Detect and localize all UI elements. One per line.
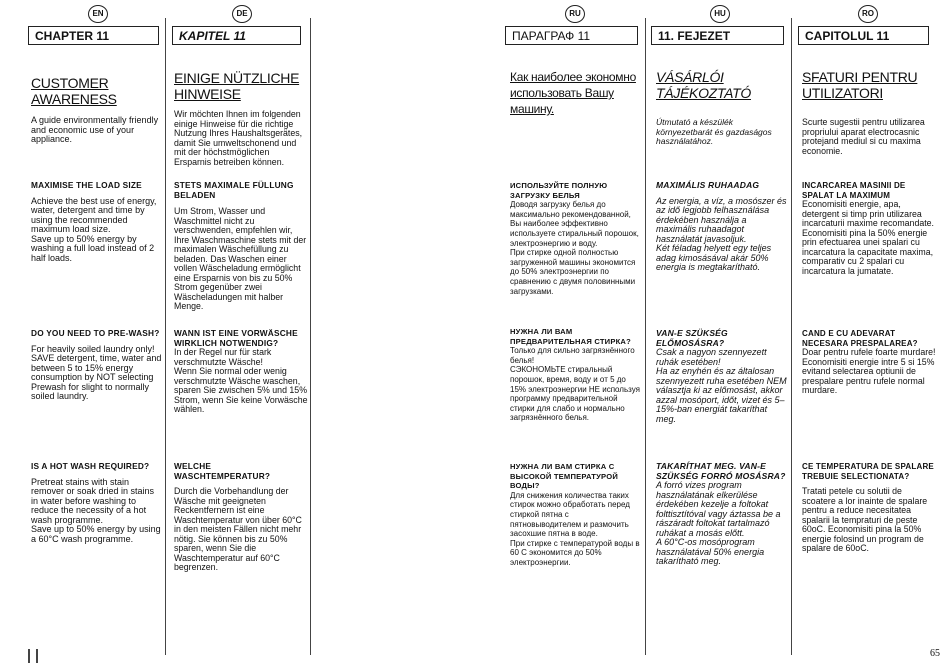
section-body: Только для сильно загрязнённого белья! СЭКОНОМЬТЕ стиральный порошок, время, воду и от 5 до 15% электроэнергии НЕ используя программу предварительной стирки для слабо и нормально загрязнённого белья. — [510, 346, 640, 423]
section-heading: WANN IST EINE VORWÄSCHE WIRKLICH NOTWENDIG? — [174, 328, 298, 348]
section-maximise-load — [31, 181, 163, 263]
section-body: Csak a nagyon szennyezett ruhák esetében! Ha az enyhén és az általosan szennyezett ruha esetében NEM választja ki az előmosást, akkor azzal mosóport, időt, vizet és 5–15%-ban energiát takaríthat meg. — [656, 347, 787, 424]
language-badge-ro: RO — [858, 5, 878, 23]
section-hot-wash — [510, 462, 642, 568]
column-divider — [791, 18, 792, 655]
section-heading: INCARCAREA MASINII DE SPALAT LA MAXIMUM — [802, 181, 906, 200]
section-title: VÁSÁRLÓI TÁJÉKOZTATÓ — [656, 69, 751, 101]
section-body: A forró vizes program használatának elkerülése érdekében kezelje a foltokat folttisztítóval vagy áztassa be a rászáradt foltokat tartalmazó ruhákat a mosás előtt. A 60°C-os mosóprogram használatával 50% energia takarítható meg. — [656, 480, 781, 566]
section-title: SFATURI PENTRU UTILIZATORI — [802, 69, 918, 101]
section-maximise-load — [174, 181, 308, 312]
section-body: Um Strom, Wasser und Waschmittel nicht zu verschwenden, empfehlen wir, Ihre Waschmaschine stets mit der maximalen Wäschefüllung zu beladen. Das Waschen einer vollen Wäscheladung ermöglicht eine Ersparnis von bis zu 50% Strom gegenüber zwei Wäscheladungen mit halber Menge. — [174, 206, 307, 311]
section-prewash — [656, 329, 788, 424]
section-body: Az energia, a víz, a mosószer és az idő legjobb felhasználása érdekében használja a maximális ruhaadagot használatát javasoljuk. Két féladag helyett egy teljes adag kimosásával akár 50% energia is megtakarítható. — [656, 195, 787, 272]
section-heading: STETS MAXIMALE FÜLLUNG BELADEN — [174, 180, 294, 200]
section-heading: CE TEMPERATURA DE SPALARE TREBUIE SELECTIONATA? — [802, 462, 934, 481]
section-heading: TAKARÍTHAT MEG. VAN-E SZÜKSÉG FORRÓ MOSÁSRA? — [656, 461, 786, 481]
language-badge-en: EN — [88, 5, 108, 23]
section-heading: MAXIMISE THE LOAD SIZE — [31, 180, 142, 190]
language-badge-de: DE — [232, 5, 252, 23]
section-body: Achieve the best use of energy, water, detergent and time by using the recommended maximum load size. Save up to 50% energy by washing a full load instead of 2 half loads. — [31, 195, 157, 263]
chapter-header: CAPITOLUL 11 — [798, 26, 929, 45]
margin-mark — [28, 649, 38, 663]
section-heading: VAN-E SZÜKSÉG ELŐMOSÁSRA? — [656, 328, 728, 348]
chapter-header: 11. FEJEZET — [651, 26, 784, 45]
section-body: Doar pentru rufele foarte murdare! Economisiti energie intre 5 si 15% evitand selectarea optiunii de prespalare pentru rufele normal murdare. — [802, 347, 936, 395]
section-heading: ИСПОЛЬЗУЙТЕ ПОЛНУЮ ЗАГРУЗКУ БЕЛЬЯ — [510, 181, 608, 200]
section-title: Как наиболее экономно использовать Вашу машину. — [510, 70, 636, 116]
section-body: In der Regel nur für stark verschmutzte Wäsche! Wenn Sie normal oder wenig verschmutzte Wäsche waschen, sparen Sie zwischen 5% und 15% Strom, wenn Sie keine Vorwäsche wählen. — [174, 347, 308, 414]
section-prewash — [510, 327, 642, 423]
page-number: 65 — [930, 648, 940, 659]
section-heading: НУЖНА ЛИ ВАМ ПРЕДВАРИТЕЛЬНАЯ СТИРКА? — [510, 327, 631, 346]
chapter-header: KAPITEL 11 — [172, 26, 301, 45]
intro-text: Scurte sugestii pentru utilizarea propriului aparat electrocasnic protejand mediul si cu maxima economie. — [802, 117, 925, 156]
section-prewash — [174, 329, 308, 415]
section-heading: CAND E CU ADEVARAT NECESARA PRESPALAREA? — [802, 329, 918, 348]
language-badge-hu: HU — [710, 5, 730, 23]
column-divider — [645, 18, 646, 655]
section-prewash — [802, 329, 936, 396]
intro-text: Útmutató a készülék környezetbarát és gazdaságos használatához. — [656, 117, 772, 146]
section-body: Economisiti energie, apa, detergent si timp prin utilizarea incarcaturii maxime recomandate. Economisiti pina la 50% energie prin efectuarea unei spalari cu incarcatura la capacitate maxima, comparativ cu 2 spalari cu incarcatura la jumatate. — [802, 199, 935, 276]
section-heading: WELCHE WASCHTEMPERATUR? — [174, 461, 271, 481]
section-title: CUSTOMER AWARENESS — [31, 75, 117, 107]
section-hot-wash — [31, 462, 163, 544]
section-heading: IS A HOT WASH REQUIRED? — [31, 461, 150, 471]
section-hot-wash — [656, 462, 788, 567]
section-body: For heavily soiled laundry only! SAVE detergent, time, water and between 5 to 15% energy consumption by NOT selecting Prewash for slight to normally soiled laundry. — [31, 343, 162, 401]
section-prewash — [31, 329, 163, 402]
intro-text: A guide environmentally friendly and economic use of your appliance. — [31, 115, 159, 144]
language-badge-ru: RU — [565, 5, 585, 23]
section-body: Для снижения количества таких стирок можно обработать перед стиркой пятна с пятновыводителем и размочить засохшие пятна в воде. При стирке с температурой воды в 60 С экономится до 50% электроэнергии. — [510, 490, 640, 567]
chapter-header: CHAPTER 11 — [28, 26, 159, 45]
section-title: EINIGE NÜTZLICHE HINWEISE — [174, 70, 300, 102]
chapter-header: ПАРАГРАФ 11 — [505, 26, 638, 45]
section-body: Доводя загрузку белья до максимально рекомендованной, Вы наиболее эффективно используете стиральный порошок, электроэнергию и воду. При стирке одной полностью загруженной машины экономится до 50% электроэнергии по сравнению с двумя половинными загрузками. — [510, 200, 639, 296]
section-heading: DO YOU NEED TO PRE-WASH? — [31, 328, 160, 338]
section-hot-wash — [802, 462, 936, 554]
section-body: Pretreat stains with stain remover or soak dried in stains in water before washing to reduce the necessity of a hot wash programme. Save up to 50% energy by using a 60°C wash programme. — [31, 476, 161, 544]
section-heading: MAXIMÁLIS RUHAADAG — [656, 180, 760, 190]
section-body: Tratati petele cu solutii de scoatere a lor inainte de spalare pentru a reduce necesitatea spalarii la tempraturi de peste 60oC. Economisiti pina la 50% energie folosind un program de spalare de 60oC. — [802, 486, 928, 553]
section-body: Durch die Vorbehandlung der Wäsche mit geeigneten Reckentfernern ist eine Waschtemperatur von über 60°C in den meisten Fällen nicht mehr nötig. Sie können bis zu 50% sparen, wenn Sie die Waschtemperatur auf 60°C begrenzen. — [174, 486, 302, 572]
section-heading: НУЖНА ЛИ ВАМ СТИРКА С ВЫСОКОЙ ТЕМПЕРАТУРОЙ ВОДЫ? — [510, 462, 618, 491]
section-hot-wash — [174, 462, 308, 573]
column-divider — [165, 18, 166, 655]
section-maximise-load — [656, 181, 788, 273]
section-maximise-load — [802, 181, 936, 276]
section-maximise-load — [510, 181, 642, 296]
intro-text: Wir möchten Ihnen im folgenden einige Hinweise für die richtige Nutzung Ihres Haushaltsgerätes, damit Sie umweltschonend und mit der höchstmöglichen Ersparnis betreiben können. — [174, 109, 303, 167]
column-divider — [310, 18, 311, 655]
